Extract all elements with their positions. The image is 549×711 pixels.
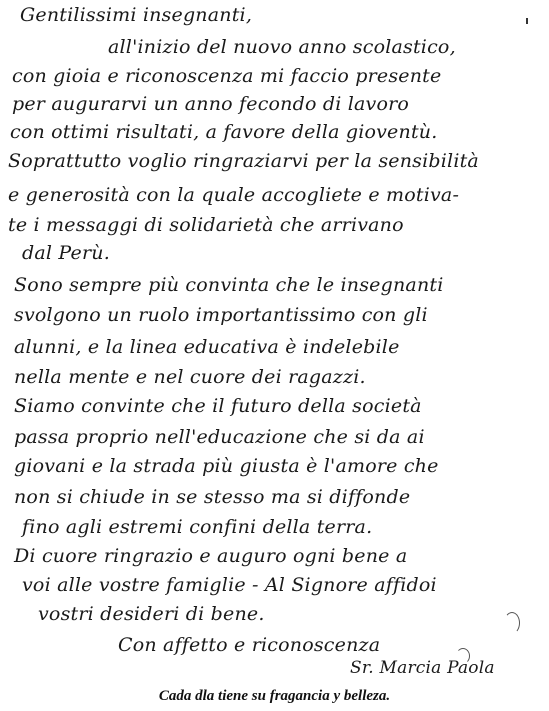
letter-closing: Con affetto e riconoscenza bbox=[118, 634, 381, 656]
letter-line-1: all'inizio del nuovo anno scolastico, bbox=[108, 36, 456, 58]
ink-mark bbox=[504, 612, 520, 634]
ink-mark bbox=[456, 648, 470, 664]
letter-line-19: voi alle vostre famiglie - Al Signore affidoi bbox=[22, 574, 437, 596]
letter-signature: Sr. Marcia Paola bbox=[350, 658, 495, 678]
letter-line-7: te i messaggi di solidarietà che arrivano bbox=[8, 214, 404, 236]
letter-line-13: Siamo convinte che il futuro della società bbox=[14, 395, 422, 417]
letter-line-3: per augurarvi un anno fecondo di lavoro bbox=[12, 93, 410, 115]
letter-line-18: Di cuore ringrazio e auguro ogni bene a bbox=[14, 545, 408, 567]
letter-line-20: vostri desideri di bene. bbox=[38, 603, 265, 625]
ink-mark bbox=[526, 18, 528, 24]
letter-line-9: Sono sempre più convinta che le insegnanti bbox=[14, 274, 444, 296]
letter-line-12: nella mente e nel cuore dei ragazzi. bbox=[14, 366, 366, 388]
letter-line-2: con gioia e riconoscenza mi faccio presente bbox=[12, 65, 442, 87]
letter-line-5: Soprattutto voglio ringraziarvi per la sensibilità bbox=[8, 150, 479, 172]
letter-line-17: fino agli estremi confini della terra. bbox=[22, 516, 373, 538]
letter-line-11: alunni, e la linea educativa è indelebile bbox=[14, 336, 400, 358]
letter-line-15: giovani e la strada più giusta è l'amore che bbox=[14, 455, 439, 477]
page-caption: Cada dla tiene su fragancia y belleza. bbox=[158, 688, 391, 704]
letter-salutation: Gentilissimi insegnanti, bbox=[20, 4, 253, 26]
letter-line-6: e generosità con la quale accogliete e motiva- bbox=[8, 184, 460, 206]
letter-line-14: passa proprio nell'educazione che si da ai bbox=[14, 426, 425, 448]
letter-line-16: non si chiude in se stesso ma si diffonde bbox=[14, 486, 411, 508]
letter-line-8: dal Perù. bbox=[22, 242, 110, 264]
letter-line-4: con ottimi risultati, a favore della gioventù. bbox=[10, 121, 438, 143]
letter-line-10: svolgono un ruolo importantissimo con gli bbox=[14, 304, 428, 326]
